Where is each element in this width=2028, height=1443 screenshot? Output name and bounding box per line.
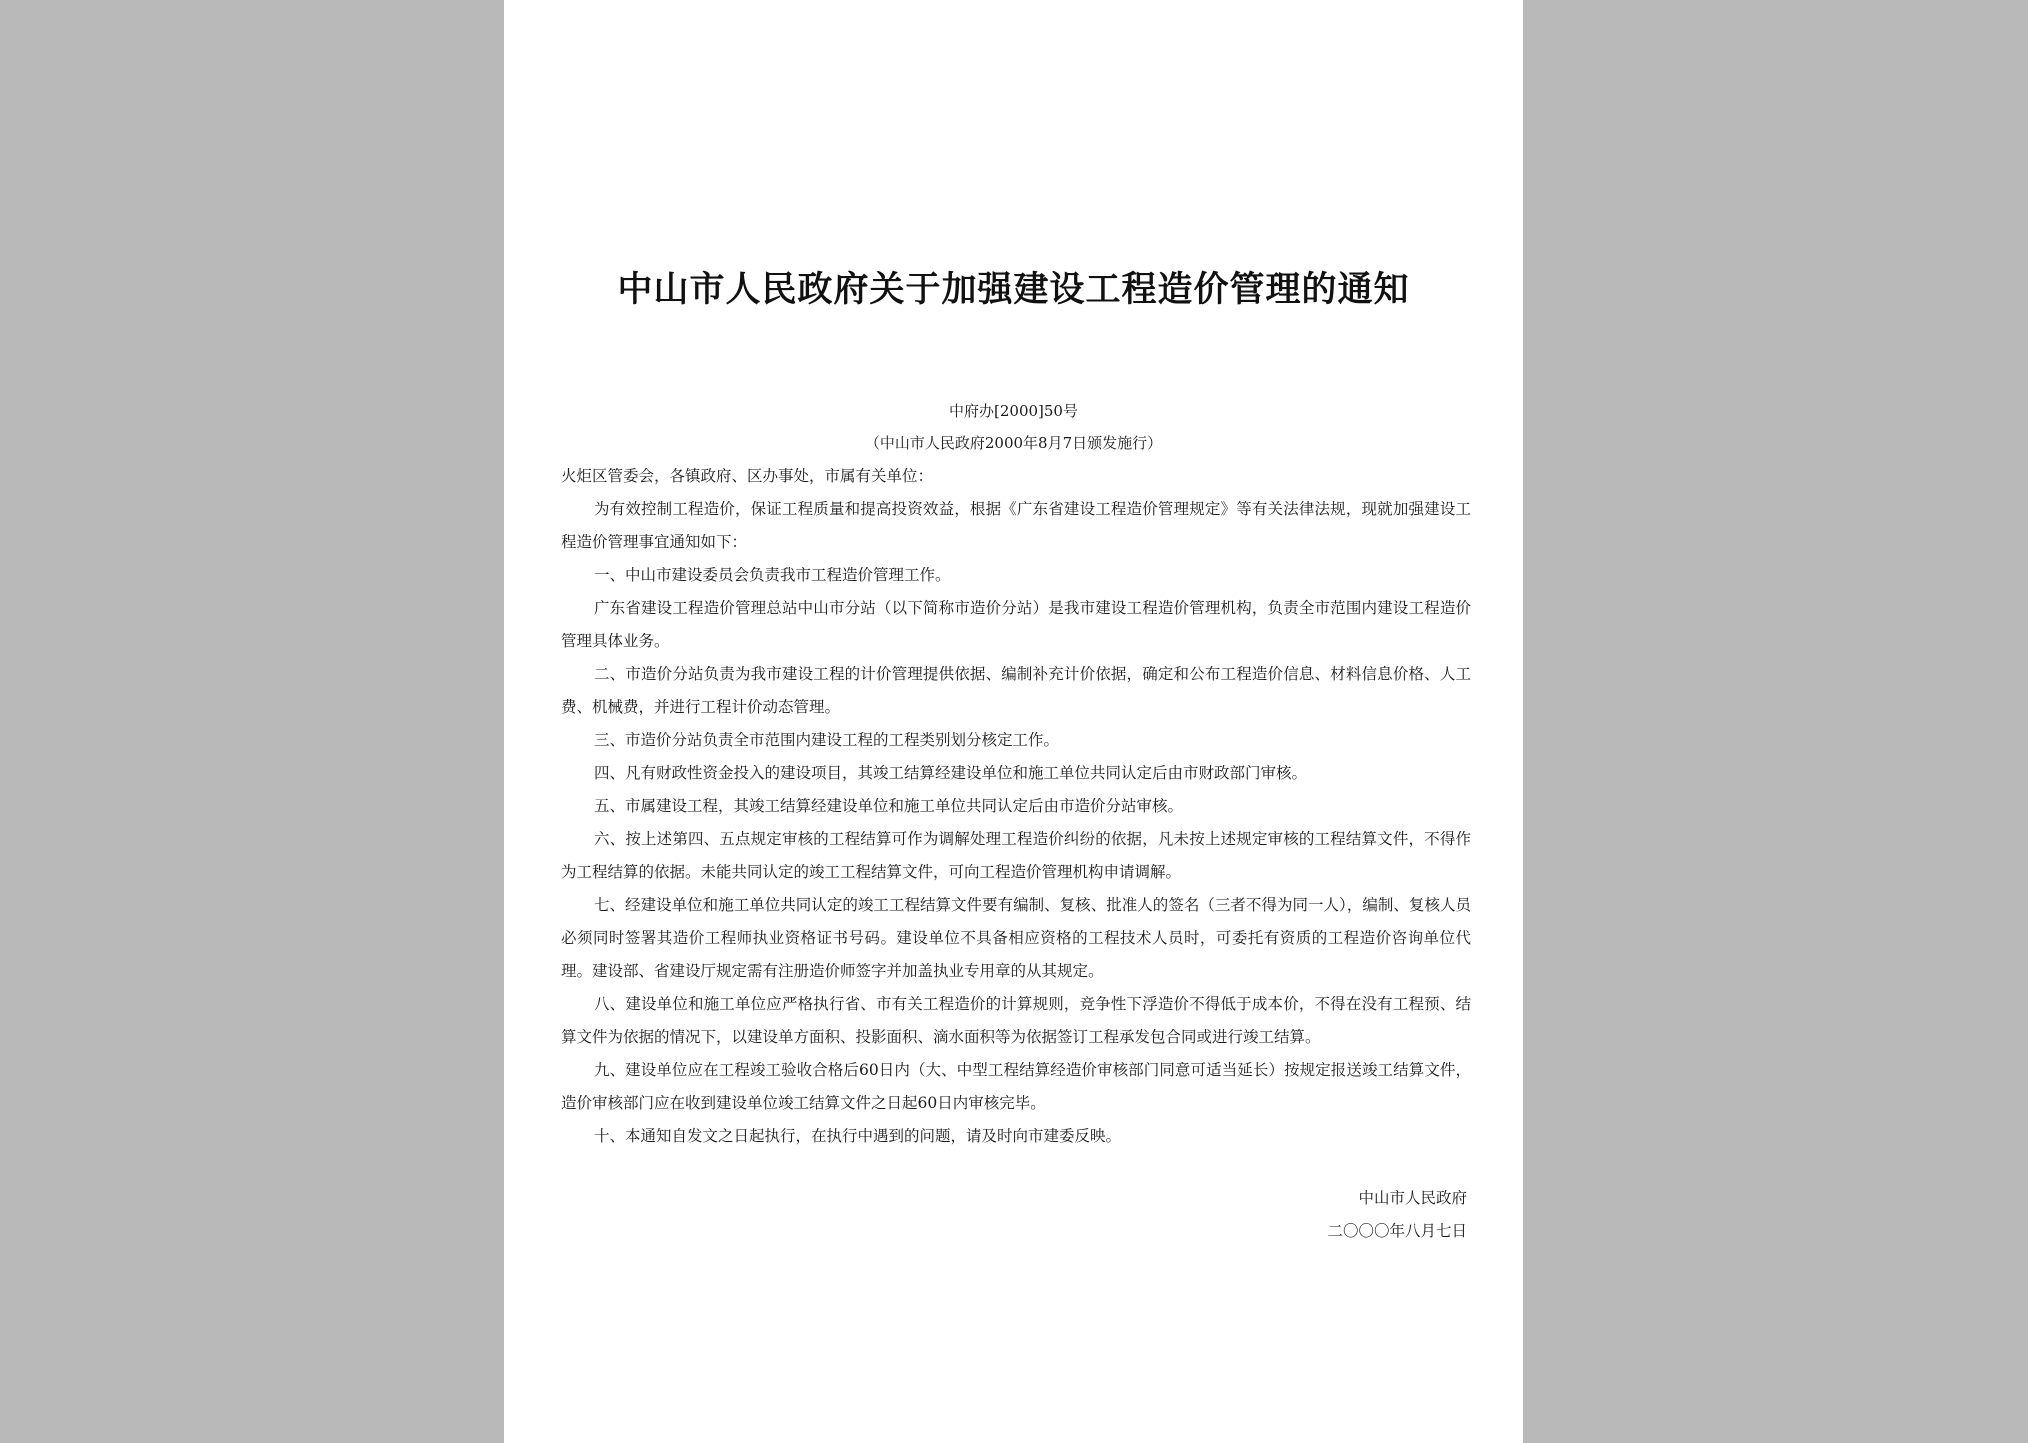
paragraph-item-9: 九、建设单位应在工程竣工验收合格后60日内（大、中型工程结算经造价审核部门同意可适当延长）按规定报送竣工结算文件，造价审核部门应在收到建设单位竣工结算文件之日起60日内审核完毕。	[561, 1061, 1471, 1112]
document-page	[504, 0, 1523, 1443]
paragraph-item-8: 八、建设单位和施工单位应严格执行省、市有关工程造价的计算规则，竞争性下浮造价不得低于成本价，不得在没有工程预、结算文件为依据的情况下，以建设单方面积、投影面积、滴水面积等为依据签订工程承发包合同或进行竣工结算。	[561, 995, 1471, 1046]
paragraph-item-6: 六、按上述第四、五点规定审核的工程结算可作为调解处理工程造价纠纷的依据，凡未按上述规定审核的工程结算文件，不得作为工程结算的依据。未能共同认定的竣工工程结算文件，可向工程造价管理机构申请调解。	[561, 830, 1471, 881]
signature-date: 二〇〇〇年八月七日	[1327, 1222, 1467, 1240]
document-number: 中府办[2000]50号	[949, 402, 1078, 420]
issued-note: （中山市人民政府2000年8月7日颁发施行）	[864, 434, 1163, 452]
paragraph-item-10: 十、本通知自发文之日起执行，在执行中遇到的问题，请及时向市建委反映。	[594, 1127, 1122, 1145]
signature-block	[1327, 1182, 1467, 1248]
paragraph-item-7: 七、经建设单位和施工单位共同认定的竣工工程结算文件要有编制、复核、批准人的签名（三者不得为同一人），编制、复核人员必须同时签署其造价工程师执业资格证书号码。建设单位不具备相应资格的工程技术人员时，可委托有资质的工程造价咨询单位代理。建设部、省建设厅规定需有注册造价师签字并加盖执业专用章的从其规定。	[561, 896, 1471, 980]
paragraph-item-1-detail: 广东省建设工程造价管理总站中山市分站（以下简称市造价分站）是我市建设工程造价管理机构，负责全市范围内建设工程造价管理具体业务。	[561, 599, 1471, 650]
paragraph-item-1: 一、中山市建设委员会负责我市工程造价管理工作。	[594, 566, 951, 584]
paragraph-item-4: 四、凡有财政性资金投入的建设项目，其竣工结算经建设单位和施工单位共同认定后由市财政部门审核。	[594, 764, 1308, 782]
signature-issuer: 中山市人民政府	[1358, 1189, 1467, 1207]
document-body	[561, 460, 1471, 1153]
document-title: 中山市人民政府关于加强建设工程造价管理的通知	[617, 270, 1410, 310]
paragraph-item-3: 三、市造价分站负责全市范围内建设工程的工程类别划分核定工作。	[594, 731, 1060, 749]
paragraph-item-2: 二、市造价分站负责为我市建设工程的计价管理提供依据、编制补充计价依据，确定和公布工程造价信息、材料信息价格、人工费、机械费，并进行工程计价动态管理。	[561, 665, 1471, 716]
paragraph-item-5: 五、市属建设工程，其竣工结算经建设单位和施工单位共同认定后由市造价分站审核。	[594, 797, 1184, 815]
salutation: 火炬区管委会，各镇政府、区办事处，市属有关单位：	[561, 467, 934, 485]
paragraph-intro: 为有效控制工程造价，保证工程质量和提高投资效益，根据《广东省建设工程造价管理规定》等有关法律法规，现就加强建设工程造价管理事宜通知如下：	[561, 500, 1471, 551]
